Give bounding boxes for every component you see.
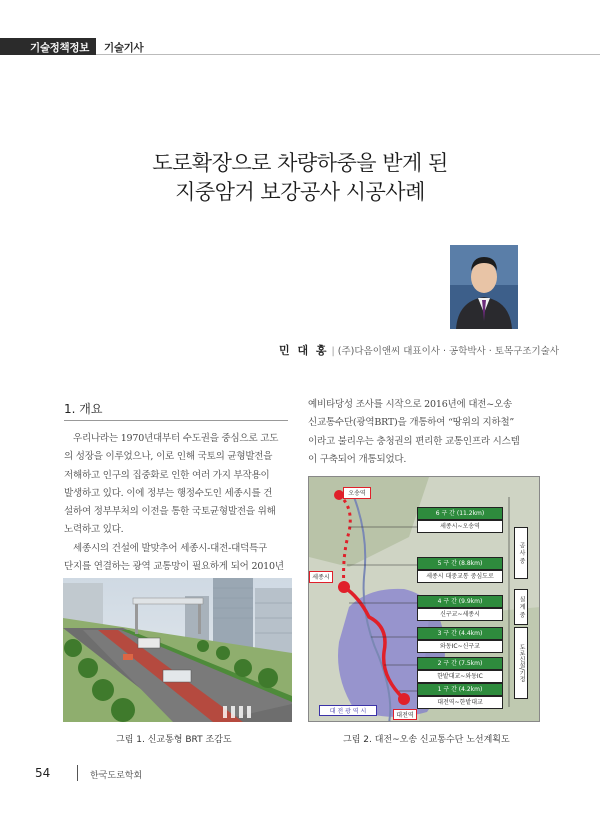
section-title: 5 구 간 (8.8km)	[417, 557, 503, 570]
p3-line: 예비타당성 조사를 시작으로 2016년에 대전~오송	[308, 399, 513, 410]
author-affiliation: (주)다음이앤씨 대표이사 · 공학박사 · 토목구조기술사	[337, 346, 560, 357]
p3-line: 이 구축되어 개통되었다.	[308, 453, 407, 465]
figure-2-route-map	[308, 476, 540, 722]
p1-line: 우리나라는 1970년대부터 수도권을 중심으로 고도	[73, 433, 279, 444]
section-rule	[64, 420, 288, 421]
article-title-line1: 도로확장으로 차량하중을 받게 된	[152, 151, 448, 175]
category-label: 기술정책정보	[30, 42, 90, 54]
p2-line: 세종시의 건설에 발맞추어 세종시-대전-대덕특구	[73, 543, 268, 554]
paragraph-3	[308, 396, 540, 469]
figure-1-brt-rendering	[63, 578, 292, 722]
p2-line: 단지를 연결하는 광역 교통망이 필요하게 되어 2010년	[64, 561, 284, 573]
p1-line: 노력하고 있다.	[64, 524, 124, 536]
map-section-6	[417, 507, 503, 533]
p1-line: 저해하고 인구의 집중화로 인한 여러 가지 부작용이	[64, 469, 270, 481]
status-existing-road: 도로신설/기정	[514, 627, 528, 699]
author-info	[279, 342, 559, 358]
author-photo	[450, 245, 518, 329]
p1-line: 설하여 정부부처의 이전을 통한 국토균형발전을 위해	[64, 506, 276, 518]
map-section-2	[417, 657, 503, 683]
subcategory-label: 기술기사	[104, 42, 144, 54]
page-number: 54	[35, 766, 51, 780]
map-label-sejong: 세종시	[309, 571, 333, 583]
section-title: 2 구 간 (7.5km)	[417, 657, 503, 670]
map-section-1	[417, 683, 503, 709]
section-route: 신구교~세종시	[417, 608, 503, 621]
author-name: 민 대 홍	[279, 344, 329, 357]
section-title: 6 구 간 (11.2km)	[417, 507, 503, 520]
p1-line: 발생하고 있다. 이에 정부는 행정수도인 세종시를 건	[64, 487, 273, 499]
map-label-daejeon-station: 대전역	[393, 709, 417, 720]
p3-line: 신교통수단(광역BRT)을 개통하여 “땅위의 지하철”	[308, 417, 515, 429]
section-title: 4 구 간 (9.9km)	[417, 595, 503, 608]
map-label-daejeon-city: 대 전 광 역 시	[319, 705, 377, 716]
map-section-3	[417, 627, 503, 653]
header-divider	[96, 54, 600, 55]
page-header	[0, 38, 600, 55]
section-title: 1 구 간 (4.2km)	[417, 683, 503, 696]
section-route: 세종시 대중교통 중심도로	[417, 570, 503, 583]
footer-divider	[77, 765, 78, 781]
section-heading: 1. 개요	[64, 402, 103, 416]
paragraph-1	[64, 430, 294, 540]
status-under-construction: 공 사 중	[514, 527, 528, 579]
section-route: 한밭대교~와동IC	[417, 670, 503, 683]
map-section-5	[417, 557, 503, 583]
section-title: 3 구 간 (4.4km)	[417, 627, 503, 640]
section-route: 와동IC~신구교	[417, 640, 503, 653]
p1-line: 의 성장을 이루었으나, 이로 인해 국토의 균형발전을	[64, 451, 273, 463]
section-route: 세종시~오송역	[417, 520, 503, 533]
figure-2-caption: 그림 2. 대전~오송 신교통수단 노선계획도	[343, 735, 510, 745]
figure-1-caption: 그림 1. 신교통형 BRT 조감도	[116, 735, 232, 745]
map-section-4	[417, 595, 503, 621]
category-tab	[0, 38, 96, 55]
map-label-osong: 오송역	[343, 487, 371, 499]
section-route: 대전역~한밭대교	[417, 696, 503, 709]
paragraph-2	[64, 540, 294, 577]
status-design: 실 계 중	[514, 589, 528, 625]
footer-organization: 한국도로학회	[90, 771, 143, 781]
author-separator: |	[331, 346, 335, 357]
p3-line: 이라고 불리우는 충청권의 편리한 교통인프라 시스템	[308, 435, 520, 447]
article-title-line2: 지중암거 보강공사 시공사례	[175, 180, 425, 204]
